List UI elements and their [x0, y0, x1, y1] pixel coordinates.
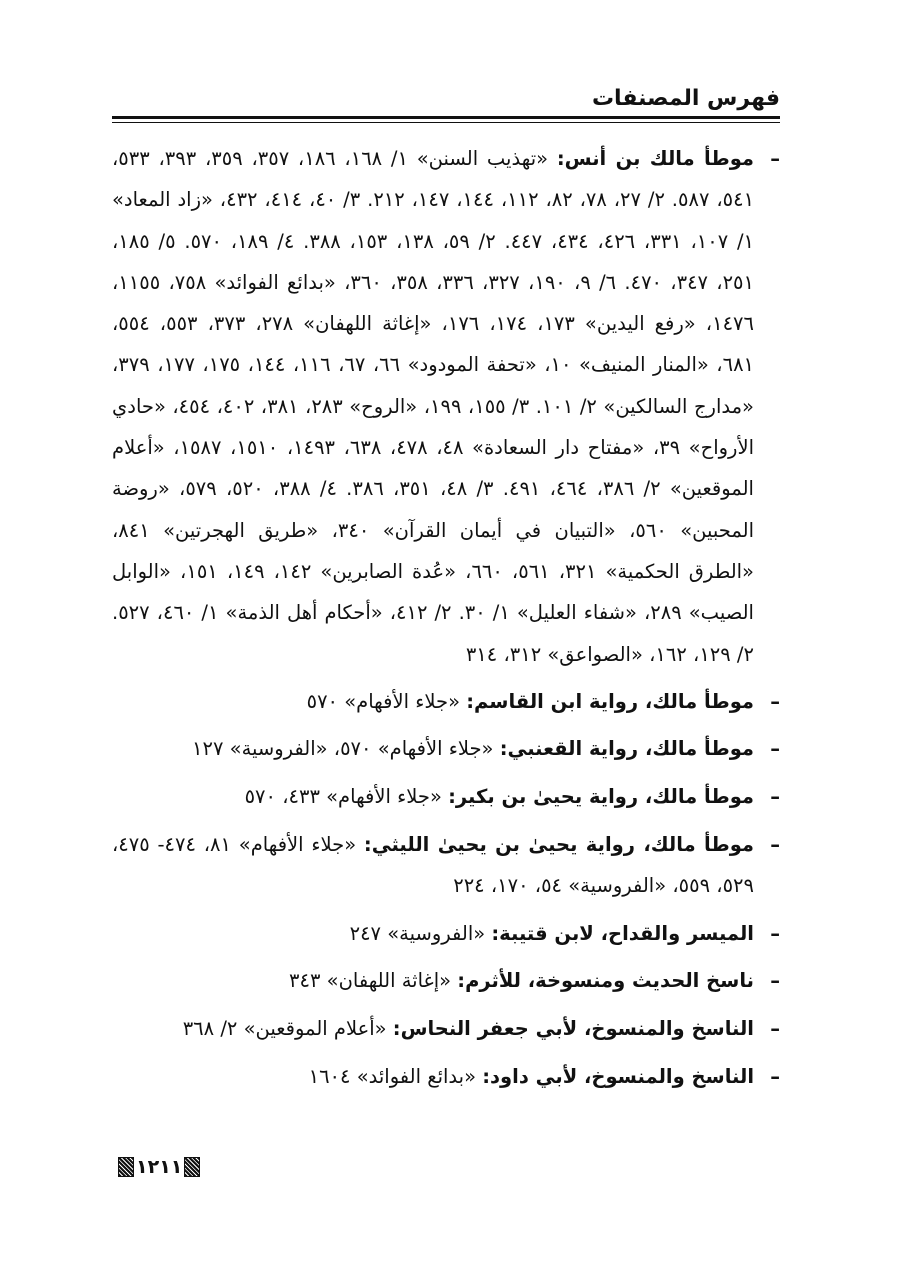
entry-title: ناسخ الحديث ومنسوخة، للأثرم:: [457, 969, 754, 993]
index-entry: [112, 728, 780, 770]
entry-refs: «إغاثة اللهفان» ٣٤٣: [289, 969, 452, 993]
document-page: [112, 0, 780, 1272]
entry-title: الناسخ والمنسوخ، لأبي جعفر النحاس:: [392, 1017, 754, 1041]
index-entry: [112, 913, 780, 955]
index-entry: [112, 1056, 780, 1098]
header-title: فهرس المصنفات: [591, 86, 780, 111]
entry-title: موطأ مالك، رواية يحيىٰ بن بكير:: [448, 785, 754, 809]
index-entry: [112, 776, 780, 818]
ornament-icon: [184, 1157, 200, 1177]
entry-dash: –: [770, 689, 780, 713]
index-entry: [112, 681, 780, 723]
entry-refs: «تهذيب السنن» ١/ ١٦٨، ١٨٦، ٣٥٧، ٣٥٩، ٣٩٣، ٥٣٣، ٥٤١، ٥٨٧. ٢/ ٢٧، ٧٨، ٨٢، ١١٢، ١٤٤، ١٤٧، ٢١٢. ٣/ ٤٠، ٤١٤، ٤٣٢، «زاد المعاد» ١/ ١٠٧، ٣٣١، ٤٢٦، ٤٣٤، ٤٤٧. ٢/ ٥٩، ١٣٨، ١٥٣، ٣٨٨. ٤/ ١٨٩، ٥٧٠. ٥/ ١٨٥، ٢٥١، ٣٤٧، ٤٧٠. ٦/ ٩، ١٩٠، ٣٢٧، ٣٣٦، ٣٥٨، ٣٦٠، «بدائع الفوائد» ٧٥٨، ١١٥٥، ١٤٧٦، «رفع اليدين» ١٧٣، ١٧٤، ١٧٦، «إغاثة اللهفان» ٢٧٨، ٣٧٣، ٥٥٣، ٥٥٤، ٦٨١، «المنار المنيف» ١٠، «تحفة المودود» ٦٦، ٦٧، ١١٦، ١٤٤، ١٧٥، ١٧٧، ٣٧٩، «مدارج السالكين» ٢/ ١٠١. ٣/ ١٥٥، ١٩٩، «الروح» ٢٨٣، ٣٨١، ٤٠٢، ٤٥٤، «حادي الأرواح» ٣٩، «مفتاح دار السعادة» ٤٨، ٤٧٨، ٦٣٨، ١٤٩٣، ١٥١٠، ١٥٨٧، «أعلام الموقعين» ٢/ ٣٨٦، ٤٦٤، ٤٩١. ٣/ ٤٨، ٣٥١، ٣٨٦. ٤/ ٣٨٨، ٥٢٠، ٥٧٩، «روضة المحبين» ٥٦٠، «التبيان في أيمان القرآن» ٣٤٠، «طريق الهجرتين» ٨٤١، «الطرق الحكمية» ٣٢١، ٥٦١، ٦٦٠، «عُدة الصابرين» ١٤٢، ١٤٩، ١٥١، «الوابل الصيب» ٢٨٩، «شفاء العليل» ١/ ٣٠. ٢/ ٤١٢، «أحكام أهل الذمة» ١/ ٤٦٠، ٥٢٧. ٢/ ١٢٩، ١٦٢، «الصواعق» ٣١٢، ٣١٤: [112, 147, 755, 666]
entry-title: الميسر والقداح، لابن قتيبة:: [491, 921, 754, 945]
index-entry: [112, 1008, 780, 1050]
entry-title: الناسخ والمنسوخ، لأبي داود:: [482, 1064, 754, 1088]
entry-dash: –: [770, 921, 780, 945]
entry-title: موطأ مالك، رواية القعنبي:: [499, 737, 754, 761]
entry-refs: «بدائع الفوائد» ١٦٠٤: [308, 1064, 477, 1088]
header-rule-thick: [112, 116, 780, 119]
entry-title: موطأ مالك بن أنس:: [556, 147, 755, 170]
index-entry: [112, 824, 780, 907]
entry-refs: «جلاء الأفهام» ٥٧٠، «الفروسية» ١٢٧: [192, 737, 494, 761]
entry-dash: –: [770, 969, 780, 993]
page-number: ١٢١١: [136, 1156, 183, 1178]
entries-list: [112, 138, 780, 1097]
entry-title: موطأ مالك، رواية يحيىٰ بن يحيىٰ الليثي:: [363, 832, 754, 856]
entry-refs: «أعلام الموقعين» ٢/ ٣٦٨: [182, 1017, 387, 1041]
ornament-icon: [118, 1157, 134, 1177]
entry-dash: –: [770, 737, 780, 761]
entry-dash: –: [770, 1064, 780, 1088]
entry-refs: «جلاء الأفهام» ٨١، ٤٧٤- ٤٧٥، ٥٢٩، ٥٥٩، «الفروسية» ٥٤، ١٧٠، ٢٢٤: [112, 832, 754, 898]
index-entry: [112, 960, 780, 1002]
running-header: [112, 84, 780, 120]
header-rule-thin: [112, 122, 780, 123]
entry-title: موطأ مالك، رواية ابن القاسم:: [466, 689, 754, 713]
entry-refs: «جلاء الأفهام» ٤٣٣، ٥٧٠: [244, 785, 442, 809]
entry-refs: «الفروسية» ٢٤٧: [349, 921, 486, 945]
entry-dash: –: [770, 1017, 780, 1041]
entry-dash: –: [770, 785, 780, 809]
index-entry: [112, 138, 780, 675]
page-footer: [118, 1155, 200, 1179]
entry-refs: «جلاء الأفهام» ٥٧٠: [306, 689, 460, 713]
entry-dash: –: [770, 832, 780, 856]
entry-dash: –: [770, 147, 780, 170]
